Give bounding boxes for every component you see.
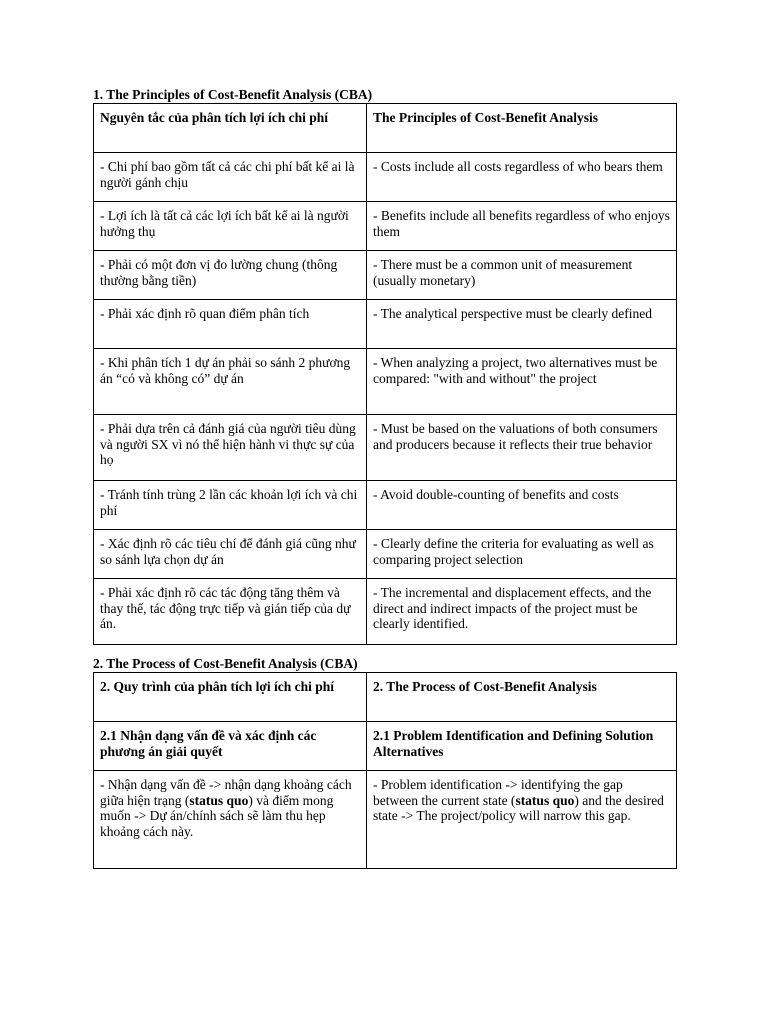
table-row xyxy=(94,300,677,349)
table-header-row xyxy=(94,673,677,722)
section1-title: 1. The Principles of Cost-Benefit Analysis (CBA) xyxy=(93,87,373,102)
principles-table xyxy=(93,103,677,645)
table-header-row xyxy=(94,104,677,153)
table-subheader-row xyxy=(94,722,677,771)
table-row xyxy=(94,415,677,481)
cell-vi: - Phải xác định rõ các tác động tăng thêm và thay thế, tác động trực tiếp và gián tiếp của dự án. xyxy=(94,579,367,645)
cell-en: - Clearly define the criteria for evaluating as well as comparing project selection xyxy=(367,530,677,579)
cell-vi: - Phải có một đơn vị đo lường chung (thông thường bằng tiền) xyxy=(94,251,367,300)
cell-text: ) and the desired state -> The project/policy will narrow this gap. xyxy=(373,792,664,824)
cell-vi: - Tránh tính trùng 2 lần các khoản lợi ích và chi phí xyxy=(94,481,367,530)
subheader-cell-en: 2.1 Problem Identification and Defining Solution Alternatives xyxy=(367,722,677,771)
table-row xyxy=(94,481,677,530)
header-cell-en: 2. The Process of Cost-Benefit Analysis xyxy=(367,673,677,722)
cell-en: - The incremental and displacement effects, and the direct and indirect impacts of the project must be clearly identified. xyxy=(367,579,677,645)
table-row xyxy=(94,349,677,415)
cell-en: - Must be based on the valuations of both consumers and producers because it reflects their true behavior xyxy=(367,415,677,481)
process-table xyxy=(93,672,677,869)
table-row xyxy=(94,530,677,579)
emphasis-text: status quo xyxy=(189,792,249,808)
cell-vi: - Xác định rõ các tiêu chí để đánh giá cũng như so sánh lựa chọn dự án xyxy=(94,530,367,579)
cell-en: - Benefits include all benefits regardless of who enjoys them xyxy=(367,202,677,251)
emphasis-text: status quo xyxy=(515,792,575,808)
table-row xyxy=(94,771,677,869)
cell-vi: - Chi phí bao gồm tất cả các chi phí bất kể ai là người gánh chịu xyxy=(94,153,367,202)
cell-en xyxy=(367,771,677,869)
header-cell-vi: Nguyên tắc của phân tích lợi ích chi phí xyxy=(94,104,367,153)
table-row xyxy=(94,202,677,251)
table-row xyxy=(94,153,677,202)
header-cell-vi: 2. Quy trình của phân tích lợi ích chi phí xyxy=(94,673,367,722)
cell-en: - Costs include all costs regardless of who bears them xyxy=(367,153,677,202)
section2-title: 2. The Process of Cost-Benefit Analysis (CBA) xyxy=(93,656,358,671)
cell-text: - Nhận dạng vấn đề -> nhận dạng khoảng cách giữa hiện trạng ( xyxy=(100,777,352,808)
table-row xyxy=(94,251,677,300)
cell-vi: - Phải xác định rõ quan điểm phân tích xyxy=(94,300,367,349)
cell-en: - Avoid double-counting of benefits and costs xyxy=(367,481,677,530)
cell-en: - There must be a common unit of measurement (usually monetary) xyxy=(367,251,677,300)
header-cell-en: The Principles of Cost-Benefit Analysis xyxy=(367,104,677,153)
cell-vi xyxy=(94,771,367,869)
cell-vi: - Lợi ích là tất cả các lợi ích bất kể ai là người hưởng thụ xyxy=(94,202,367,251)
cell-vi: - Khi phân tích 1 dự án phải so sánh 2 phương án “có và không có” dự án xyxy=(94,349,367,415)
table-row xyxy=(94,579,677,645)
cell-vi: - Phải dựa trên cả đánh giá của người tiêu dùng và người SX vì nó thể hiện hành vi thực sự của họ xyxy=(94,415,367,481)
subheader-cell-vi: 2.1 Nhận dạng vấn đề và xác định các phương án giải quyết xyxy=(94,722,367,771)
cell-en: - The analytical perspective must be clearly defined xyxy=(367,300,677,349)
cell-text: - Problem identification -> identifying the gap between the current state ( xyxy=(373,777,623,808)
cell-text: ) và điểm mong muốn -> Dự án/chính sách sẽ làm thu hẹp khoảng cách này. xyxy=(100,792,334,839)
cell-en: - When analyzing a project, two alternatives must be compared: "with and without" the project xyxy=(367,349,677,415)
